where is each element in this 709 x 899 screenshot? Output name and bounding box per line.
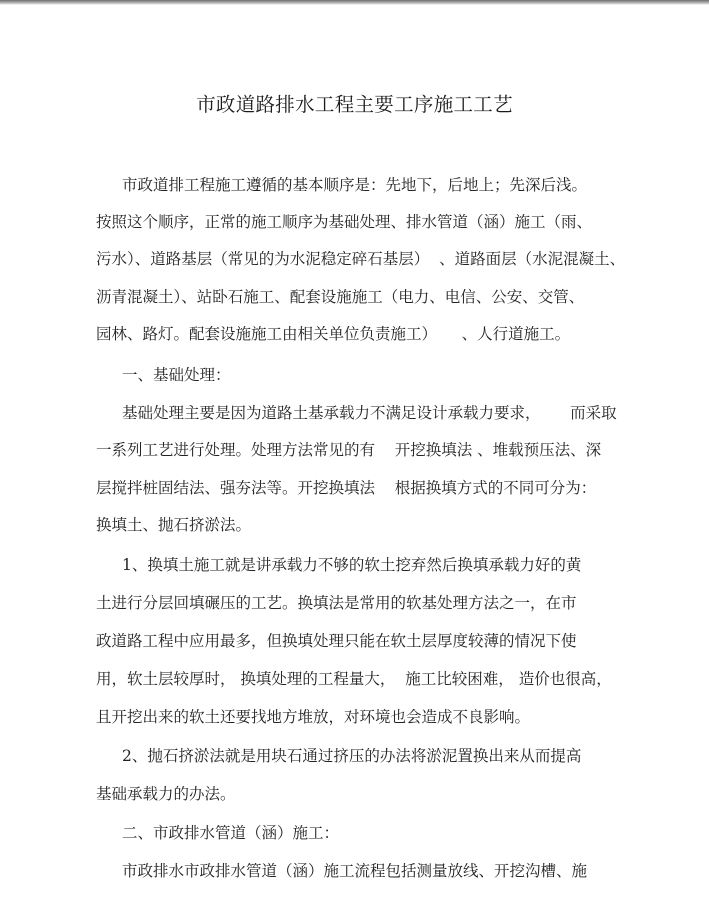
- paragraph-line: 且开挖出来的软土还要找地方堆放，对环境也会造成不良影响。: [96, 708, 531, 726]
- paragraph-line: 污水）、道路基层（常见的为水泥稳定碎石基层） 、道路面层（水泥混凝土、: [96, 250, 626, 268]
- paragraph-line: 用，软土层较厚时， 换填处理的工程量大， 施工比较困难， 造价也很高，: [96, 670, 612, 688]
- paragraph-line: 2、抛石挤淤法就是用块石通过挤压的办法将淤泥置换出来从而提高: [122, 747, 582, 765]
- paragraph-line: 沥青混凝土）、站卧石施工、配套设施施工（电力、电信、公安、交管、: [96, 288, 585, 306]
- paragraph-line: 换填土、抛石挤淤法。: [96, 516, 252, 534]
- paragraph-line: 1、换填土施工就是讲承载力不够的软土挖弃然后换填承载力好的黄: [122, 556, 582, 574]
- paragraph-line: 市政排水市政排水管道（涵）施工流程包括测量放线、开挖沟槽、施: [122, 862, 588, 880]
- section-heading: 二、市政排水管道（涵）施工：: [122, 824, 340, 842]
- paragraph-line: 基础承载力的办法。: [96, 785, 236, 803]
- paragraph-line: 政道路工程中应用最多，但换填处理只能在软土层厚度较薄的情况下使: [96, 632, 577, 650]
- section-heading: 一、基础处理：: [122, 366, 231, 384]
- document-title: 市政道路排水工程主要工序施工工艺: [196, 93, 513, 116]
- paragraph-line: 土进行分层回填碾压的工艺。换填法是常用的软基处理方法之一，在市: [96, 594, 577, 612]
- paragraph-line: 按照这个顺序，正常的施工顺序为基础处理、排水管道（涵）施工（雨、: [96, 213, 593, 231]
- paragraph-line: 层搅拌桩固结法、强夯法等。开挖换填法 根据换填方式的不同可分为：: [96, 479, 597, 497]
- paragraph-line: 一系列工艺进行处理。处理方法常见的有 开挖换填法 、堆载预压法、深: [96, 441, 602, 459]
- paragraph-line: 园林、路灯。配套设施施工由相关单位负责施工） 、人行道施工。: [96, 325, 571, 343]
- paragraph-line: 市政道排工程施工遵循的基本顺序是：先地下，后地上；先深后浅。: [122, 176, 588, 194]
- paragraph-line: 基础处理主要是因为道路土基承载力不满足设计承载力要求， 而采取: [122, 404, 617, 422]
